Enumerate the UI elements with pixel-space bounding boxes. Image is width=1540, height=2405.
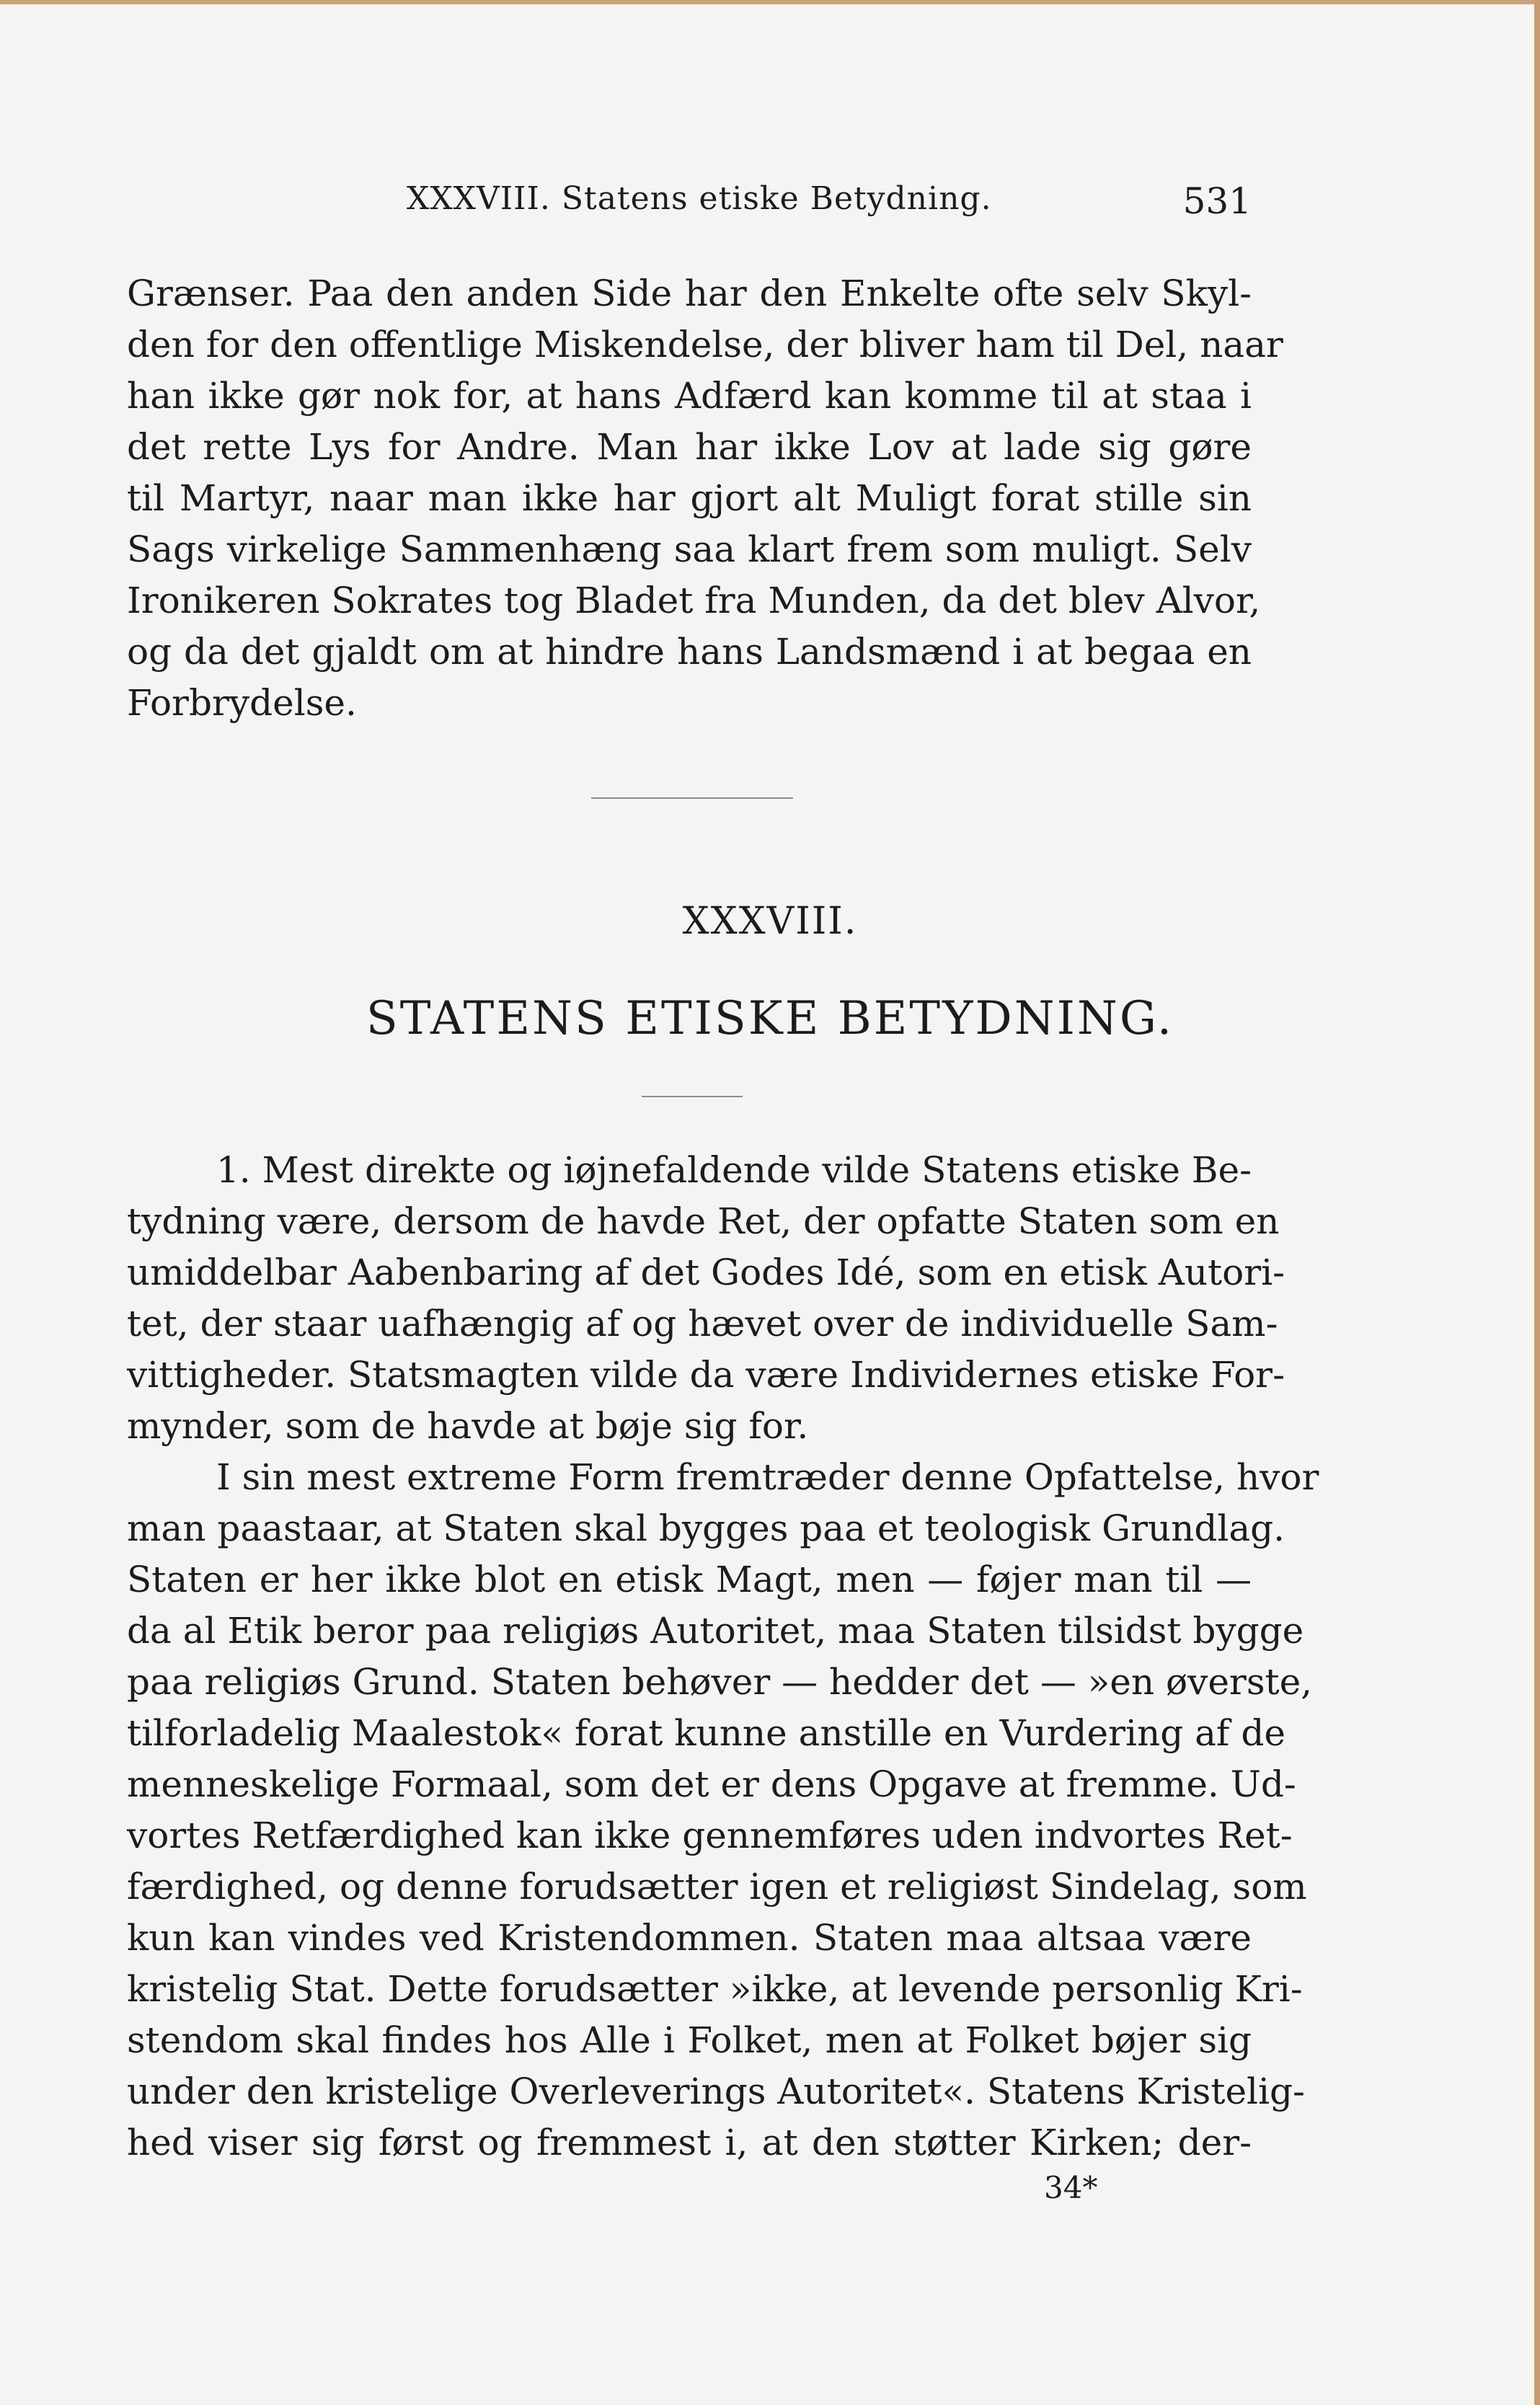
chapter-number: XXXVIII. xyxy=(682,900,858,943)
text-line: vittigheder. Statsmagten vilde da være Individernes etiske For- xyxy=(127,1354,1285,1396)
text-line: umiddelbar Aabenbaring af det Godes Idé, som en etisk Autori- xyxy=(127,1252,1285,1293)
text-line: mynder, som de havde at bøje sig for. xyxy=(127,1405,809,1447)
page-edge-top xyxy=(0,0,1540,4)
text-line: tydning være, dersom de havde Ret, der opfatte Staten som en xyxy=(127,1200,1280,1242)
text-line: det rette Lys for Andre. Man har ikke Lov at lade sig gøre xyxy=(127,426,1252,468)
text-line: og da det gjaldt om at hindre hans Landsmænd i at begaa en xyxy=(127,631,1252,673)
text-line: paa religiøs Grund. Staten behøver — hedder det — »en øverste, xyxy=(127,1661,1313,1703)
text-line: kun kan vindes ved Kristendommen. Staten maa altsaa være xyxy=(127,1917,1252,1959)
signature-mark: 34* xyxy=(1044,2170,1098,2205)
text-line: Sags virkelige Sammenhæng saa klart frem som muligt. Selv xyxy=(127,528,1252,570)
text-line: han ikke gør nok for, at hans Adfærd kan komme til at staa i xyxy=(127,375,1252,417)
text-line: Grænser. Paa den anden Side har den Enkelte ofte selv Skyl- xyxy=(127,273,1252,314)
text-line: tet, der staar uafhængig af og hævet over de individuelle Sam- xyxy=(127,1303,1278,1345)
text-line: til Martyr, naar man ikke har gjort alt Muligt forat stille sin xyxy=(127,477,1252,519)
text-line: menneskelige Formaal, som det er dens Opgave at fremme. Ud- xyxy=(127,1763,1296,1805)
text-line: stendom skal findes hos Alle i Folket, men at Folket bøjer sig xyxy=(127,2019,1252,2061)
text-line: I sin mest extreme Form fremtræder denne Opfattelse, hvor xyxy=(216,1456,1319,1498)
top-paragraph xyxy=(127,268,1283,729)
page-edge-right xyxy=(1534,0,1540,2405)
chapter-title: STATENS ETISKE BETYDNING. xyxy=(366,992,1174,1045)
section-divider xyxy=(591,797,793,799)
text-line: da al Etik beror paa religiøs Autoritet, maa Staten tilsidst bygge xyxy=(127,1610,1304,1652)
text-line: Ironikeren Sokrates tog Bladet fra Munden, da det blev Alvor, xyxy=(127,580,1261,621)
text-line: færdighed, og denne forudsætter igen et religiøst Sindelag, som xyxy=(127,1866,1307,1908)
text-line: 1. Mest direkte og iøjnefaldende vilde Statens etiske Be- xyxy=(216,1149,1252,1191)
page-number: 531 xyxy=(1182,180,1252,222)
text-line: hed viser sig først og fremmest i, at den støtter Kirken; der- xyxy=(127,2122,1252,2163)
text-line: man paastaar, at Staten skal bygges paa et teologisk Grundlag. xyxy=(127,1507,1285,1549)
text-line: under den kristelige Overleverings Autoritet«. Statens Kristelig- xyxy=(127,2070,1305,2112)
text-line: kristelig Stat. Dette forudsætter »ikke, at levende personlig Kri- xyxy=(127,1968,1303,2010)
text-line: Forbrydelse. xyxy=(127,682,357,724)
title-divider xyxy=(642,1096,743,1097)
running-head-title: XXXVIII. Statens etiske Betydning. xyxy=(407,180,992,217)
text-line: vortes Retfærdighed kan ikke gennemføres uden indvortes Ret- xyxy=(127,1815,1293,1856)
running-head xyxy=(127,180,1252,223)
text-line: Staten er her ikke blot en etisk Magt, men — føjer man til — xyxy=(127,1559,1252,1600)
chapter-body xyxy=(127,1145,1319,2169)
text-line: tilforladelig Maalestok« forat kunne anstille en Vurdering af de xyxy=(127,1712,1285,1754)
text-line: den for den offentlige Miskendelse, der bliver ham til Del, naar xyxy=(127,324,1283,366)
